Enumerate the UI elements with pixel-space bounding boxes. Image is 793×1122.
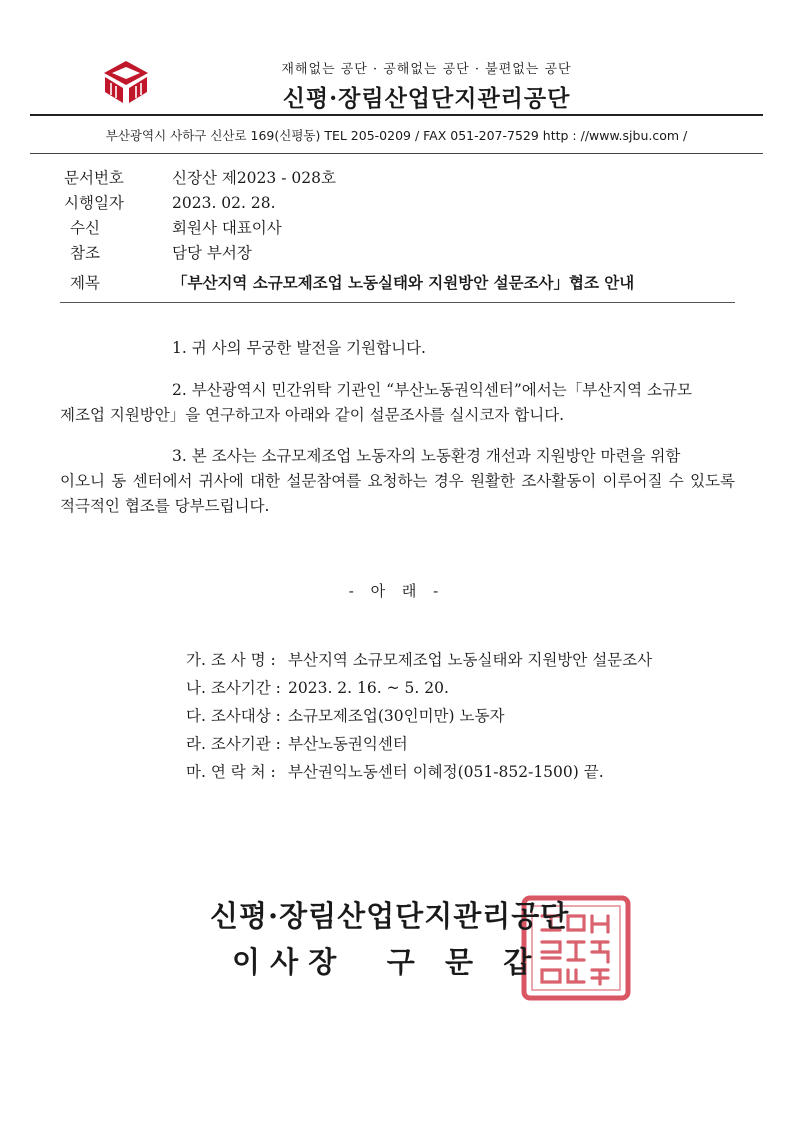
- meta-value: 신장산 제2023 - 028호: [172, 169, 336, 187]
- meta-label: 참조: [70, 244, 100, 262]
- header-divider: [30, 114, 763, 116]
- meta-row-recipient: [60, 216, 282, 240]
- meta-row-subject: [60, 271, 635, 295]
- meta-label: 수신: [70, 219, 100, 237]
- meta-label: 시행일자: [64, 194, 124, 212]
- paragraph-1-text: 1. 귀 사의 무궁한 발전을 기원합니다.: [172, 339, 426, 357]
- paragraph-2-rest: 제조업 지원방안」을 연구하고자 아래와 같이 설문조사를 실시코자 합니다.: [60, 406, 565, 424]
- list-item-survey-period: [186, 674, 449, 702]
- header-organization-title: 신평·장림산업단지관리공단: [282, 85, 571, 112]
- list-item-contact: [186, 758, 604, 786]
- header-address: 부산광역시 사하구 신산로 169(신평동) TEL 205-0209 / FAX 051-207-7529 http : //www.sjbu.com /: [105, 128, 688, 143]
- item-label: 마. 연 락 처 :: [186, 763, 276, 781]
- meta-row-reference: [60, 241, 252, 265]
- list-item-survey-target: [186, 702, 504, 730]
- item-value: 2023. 2. 16. ~ 5. 20.: [288, 679, 449, 697]
- paragraph-1: [60, 336, 735, 361]
- meta-value: 2023. 02. 28.: [172, 194, 276, 212]
- signature-chairman-name: 이 사 장 구 문 갑: [232, 945, 532, 979]
- subject-divider: [60, 302, 735, 303]
- item-label: 다. 조사대상 :: [186, 707, 281, 725]
- paragraph-3-first-line: 3. 본 조사는 소규모제조업 노동자의 노동환경 개선과 지원방안 마련을 위함: [172, 447, 681, 465]
- section-heading-below: - 아 래 -: [348, 582, 445, 600]
- header-slogan: 재해없는 공단 · 공해없는 공단 · 불편없는 공단: [281, 62, 572, 77]
- meta-value: 담당 부서장: [172, 244, 252, 262]
- paragraph-3-rest: 이오니 동 센터에서 귀사에 대한 설문참여를 요청하는 경우 원활한 조사활동이 이루어질 수 있도록 적극적인 협조를 당부드립니다.: [60, 472, 735, 515]
- item-value: 소규모제조업(30인미만) 노동자: [288, 707, 505, 725]
- item-value: 부산노동권익센터: [288, 735, 408, 753]
- meta-label: 제목: [70, 274, 100, 292]
- meta-row-document-number: [60, 166, 336, 190]
- item-value: 부산지역 소규모제조업 노동실태와 지원방안 설문조사: [288, 651, 653, 669]
- list-item-survey-name: [186, 646, 652, 674]
- item-label: 가. 조 사 명 :: [186, 651, 276, 669]
- address-divider: [30, 153, 763, 154]
- meta-label: 문서번호: [64, 169, 124, 187]
- meta-value: 회원사 대표이사: [172, 219, 282, 237]
- item-value: 부산권익노동센터 이혜정(051-852-1500) 끝.: [288, 763, 604, 781]
- paragraph-2: [60, 378, 735, 428]
- item-label: 나. 조사기간 :: [186, 679, 281, 697]
- paragraph-2-first-line: 2. 부산광역시 민간위탁 기관인 “부산노동권익센터”에서는「부산지역 소규모: [172, 381, 692, 399]
- list-item-survey-agency: [186, 730, 408, 758]
- signature-organization: 신평·장림산업단지관리공단: [210, 899, 570, 933]
- item-label: 라. 조사기관 :: [186, 735, 281, 753]
- paragraph-3: [60, 444, 735, 519]
- meta-row-issue-date: [60, 191, 276, 215]
- subject-value: 「부산지역 소규모제조업 노동실태와 지원방안 설문조사」협조 안내: [172, 273, 635, 292]
